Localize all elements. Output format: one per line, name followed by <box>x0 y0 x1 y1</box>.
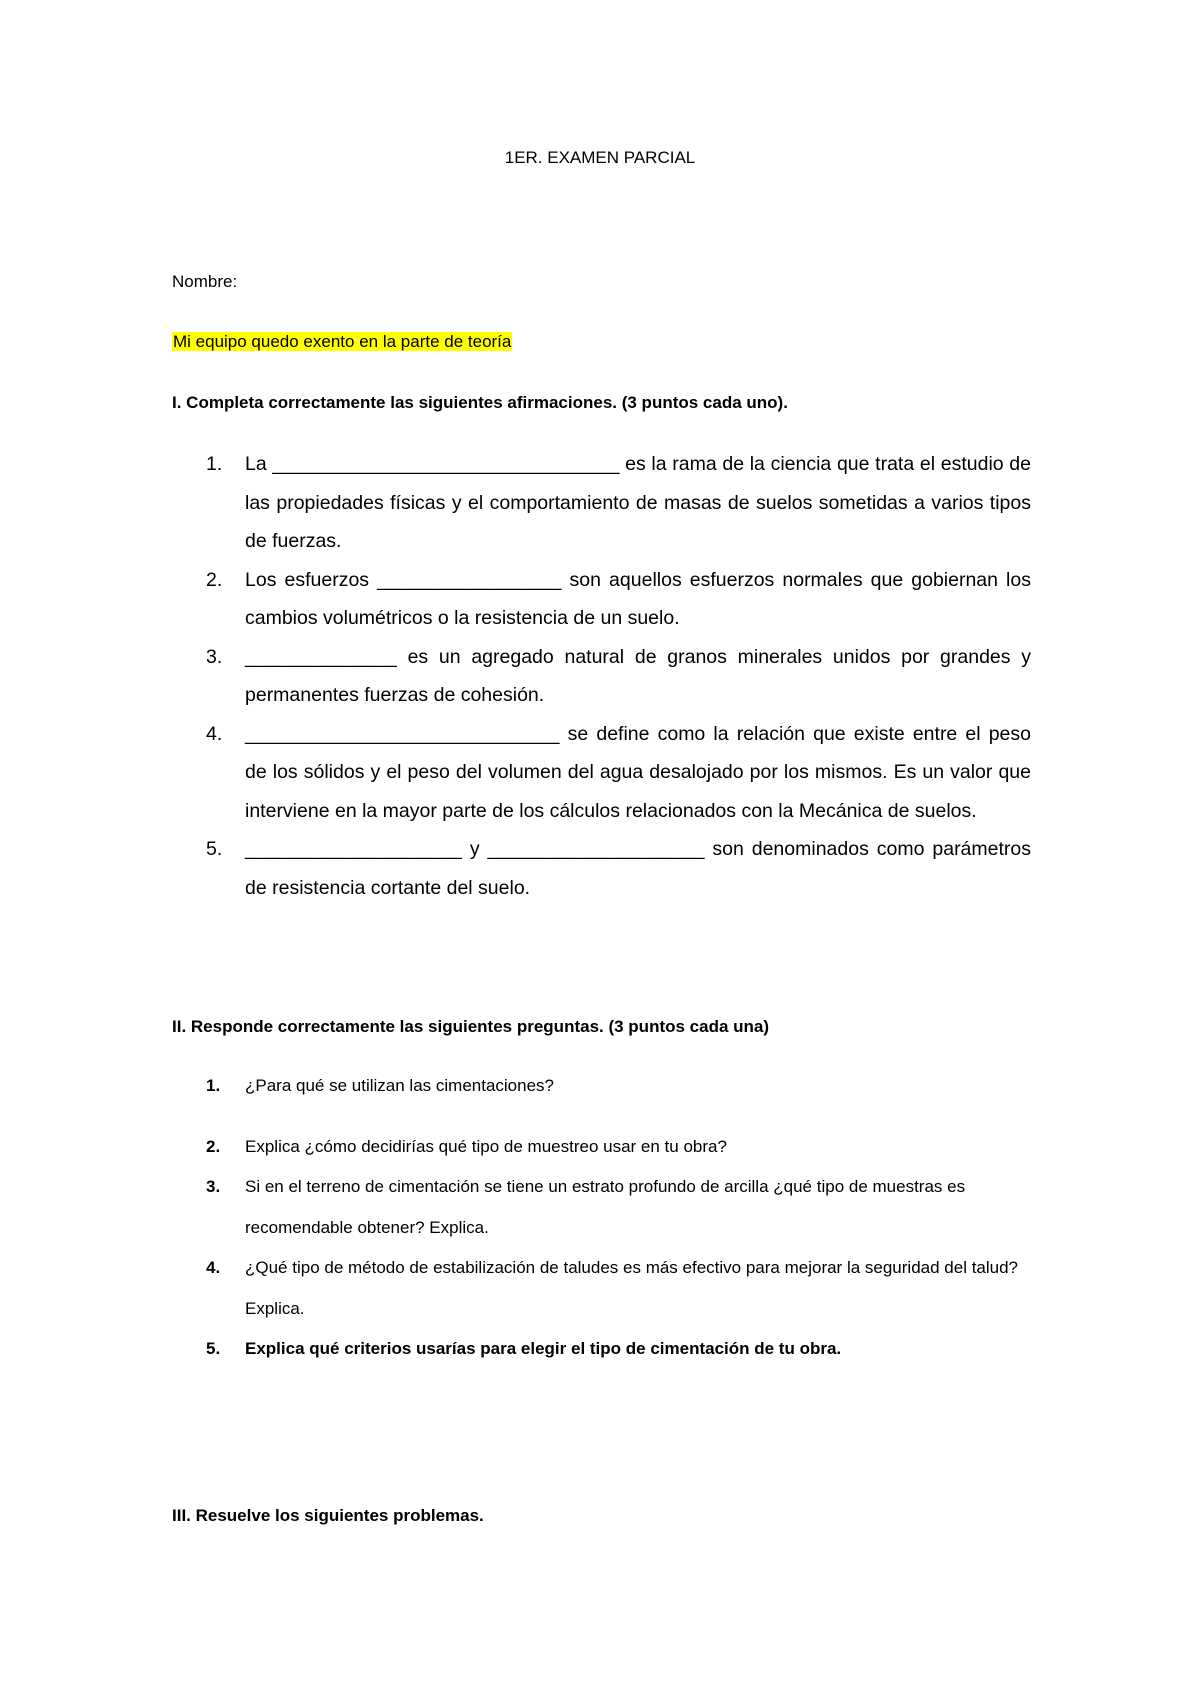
item-number: 3. <box>206 645 223 668</box>
section-2-item <box>200 1248 1031 1329</box>
item-text: _____________________________ se define como la relación que existe entre el peso de los sólidos y el peso del volumen del agua desalojado por los mismos. Es un valor que interviene en la mayor parte de los cálculos relacionados con la Mecánica de suelos. <box>245 722 1031 822</box>
item-number: 4. <box>206 1258 221 1277</box>
item-number: 4. <box>206 722 223 745</box>
item-text: Explica ¿cómo decidirías qué tipo de muestreo usar en tu obra? <box>245 1136 727 1156</box>
section-2-item <box>200 1329 1031 1370</box>
item-text: Los esfuerzos _________________ son aquellos esfuerzos normales que gobiernan los cambios volumétricos o la resistencia de un suelo. <box>245 568 1031 629</box>
item-number: 1. <box>206 1076 221 1095</box>
item-number: 2. <box>206 568 223 591</box>
item-text: Si en el terreno de cimentación se tiene un estrato profundo de arcilla ¿qué tipo de muestras es recomendable obtener? Explica. <box>245 1177 966 1237</box>
section-2-list <box>200 1066 1031 1370</box>
item-number: 1. <box>206 453 223 475</box>
highlighted-note <box>172 331 512 353</box>
section-2-item <box>200 1167 1031 1248</box>
page-title: 1ER. EXAMEN PARCIAL <box>504 148 696 167</box>
name-label: Nombre: <box>172 272 238 291</box>
section-2-heading: II. Responde correctamente las siguientes preguntas. (3 puntos cada una) <box>172 1017 770 1036</box>
section-1-item <box>200 445 1031 561</box>
item-text: ______________ es un agregado natural de granos minerales unidos por grandes y permanentes fuerzas de cohesión. <box>245 645 1031 706</box>
item-number: 5. <box>206 1339 221 1358</box>
item-number: 2. <box>206 1136 221 1156</box>
section-1-item <box>200 638 1031 715</box>
item-text: ____________________ y ____________________ son denominados como parámetros de resistencia cortante del suelo. <box>245 838 1031 899</box>
section-1-list <box>200 445 1031 907</box>
item-number: 3. <box>206 1177 221 1196</box>
section-2-item <box>200 1127 1031 1168</box>
section-1-heading: I. Completa correctamente las siguientes afirmaciones. (3 puntos cada uno). <box>172 393 788 412</box>
section-1-item <box>200 715 1031 831</box>
item-text: La ________________________________ es la rama de la ciencia que trata el estudio de las propiedades físicas y el comportamiento de masas de suelos sometidas a varios tipos de fuerzas. <box>245 453 1031 552</box>
section-1-item <box>200 830 1031 907</box>
section-2-item <box>200 1066 1031 1107</box>
item-number: 5. <box>206 838 223 860</box>
section-1-item <box>200 561 1031 638</box>
highlight-note-text: Mi equipo quedo exento en la parte de teoría <box>173 332 512 351</box>
section-3-heading: III. Resuelve los siguientes problemas. <box>172 1506 484 1525</box>
item-text: ¿Para qué se utilizan las cimentaciones? <box>245 1076 554 1095</box>
item-text: Explica qué criterios usarías para elegir el tipo de cimentación de tu obra. <box>245 1339 842 1358</box>
item-text: ¿Qué tipo de método de estabilización de taludes es más efectivo para mejorar la seguridad del talud? Explica. <box>245 1258 1019 1318</box>
